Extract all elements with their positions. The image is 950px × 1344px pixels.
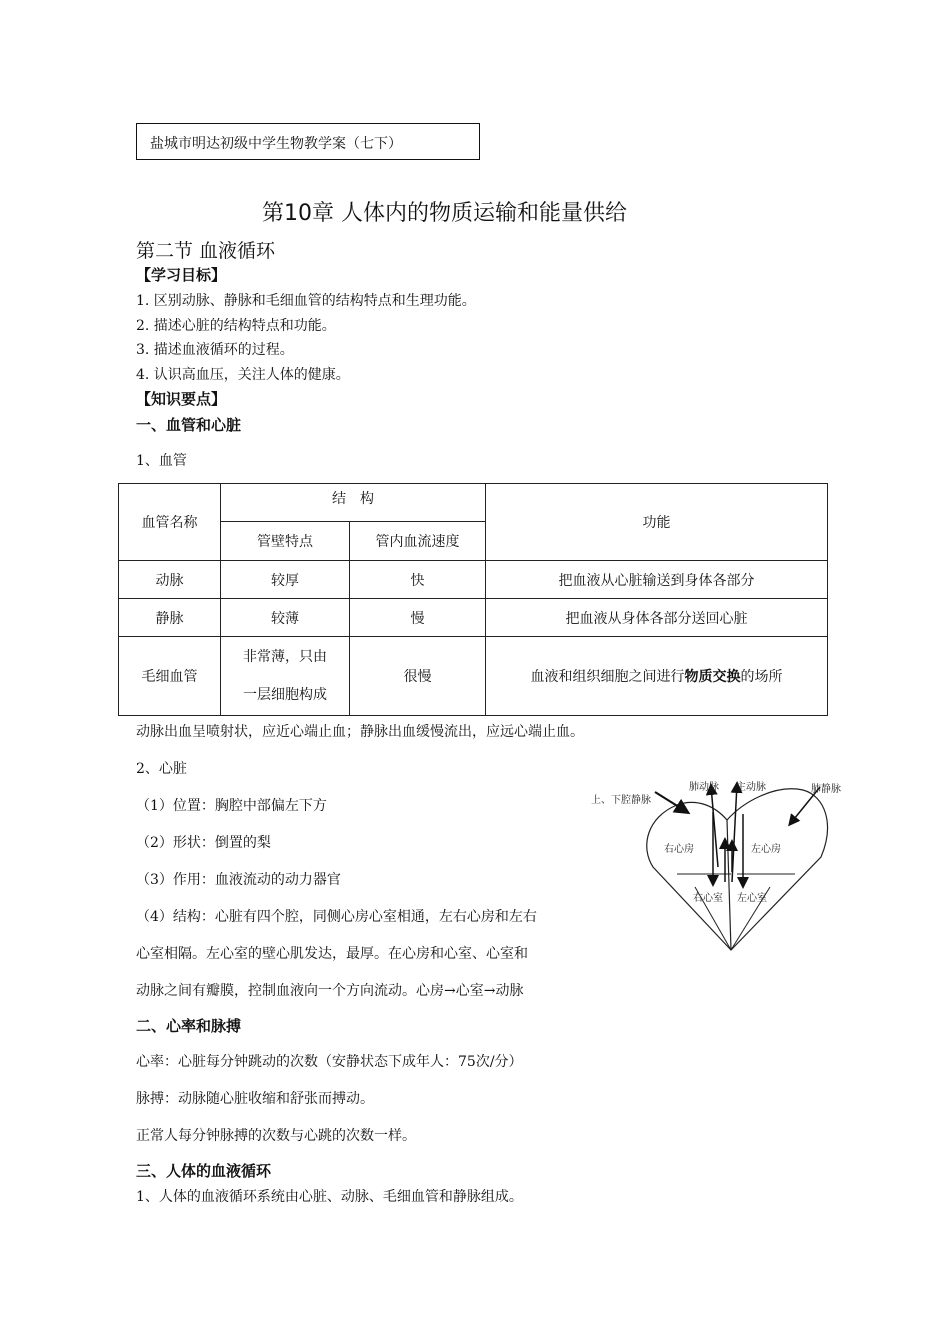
part1-heading: 一、血管和心脏 — [136, 416, 242, 434]
capillary-function-post: 的场所 — [740, 669, 783, 685]
heart-item: （2）形状：倒置的梨 — [136, 835, 271, 851]
heart-label: 2、心脏 — [136, 761, 187, 777]
part3-line: 1、人体的血液循环系统由心脏、动脉、毛细血管和静脉组成。 — [136, 1189, 523, 1205]
structure-line: 心室相隔。左心室的壁心肌发达，最厚。在心房和心室、心室和 — [136, 946, 528, 962]
part2-line: 脉搏：动脉随心脏收缩和舒张而搏动。 — [136, 1091, 374, 1107]
label-pulmonary-vein: 肺静脉 — [811, 784, 841, 795]
table-cell: 动脉 — [119, 561, 221, 599]
objective-item: 2. 描述心脏的结构特点和功能。 — [136, 318, 336, 334]
structure-line: （4）结构：心脏有四个腔，同侧心房心室相通，左右心房和左右 — [136, 909, 537, 925]
table-cell: 静脉 — [119, 599, 221, 637]
table-header-speed: 管内血流速度 — [350, 522, 486, 561]
section-title: 第二节 血液循环 — [136, 240, 276, 262]
table-cell: 较厚 — [221, 561, 350, 599]
table-cell — [221, 637, 350, 716]
part3-heading: 三、人体的血液循环 — [136, 1162, 272, 1180]
label-left-ventricle: 左心室 — [737, 893, 767, 904]
objective-item: 4. 认识高血压，关注人体的健康。 — [136, 367, 350, 383]
part2-line: 正常人每分钟脉搏的次数与心跳的次数一样。 — [136, 1128, 416, 1144]
table-cell: 较薄 — [221, 599, 350, 637]
label-right-ventricle: 右心室 — [693, 893, 723, 904]
table-row — [119, 637, 828, 716]
heart-diagram — [585, 772, 850, 957]
objective-item: 3. 描述血液循环的过程。 — [136, 342, 294, 358]
header-text: 盐城市明达初级中学生物教学案（七下） — [150, 136, 402, 152]
structure-line: 动脉之间有瓣膜，控制血液向一个方向流动。心房→心室→动脉 — [136, 983, 524, 999]
label-left-atrium: 左心房 — [751, 844, 781, 855]
table-cell: 把血液从身体各部分送回心脏 — [486, 599, 828, 637]
vessel-table — [118, 483, 828, 716]
label-vena-cava: 上、下腔静脉 — [591, 795, 651, 806]
table-header-structure: 结 构 — [221, 484, 486, 522]
capillary-function-pre: 血液和组织细胞之间进行 — [530, 669, 685, 685]
table-cell — [486, 637, 828, 716]
header-box — [136, 123, 480, 160]
table-row — [119, 599, 828, 637]
heart-outline — [647, 789, 828, 950]
table-header-function: 功能 — [486, 484, 828, 561]
label-pulmonary-artery: 肺动脉 — [689, 782, 719, 793]
objectives-heading: 【学习目标】 — [136, 266, 227, 284]
table-cell: 慢 — [350, 599, 486, 637]
objective-item: 1. 区别动脉、静脉和毛细血管的结构特点和生理功能。 — [136, 293, 476, 309]
capillary-wall-line: 一层细胞构成 — [243, 687, 327, 703]
bleeding-note: 动脉出血呈喷射状，应近心端止血；静脉出血缓慢流出，应远心端止血。 — [136, 724, 584, 740]
capillary-wall-line: 非常薄，只由 — [243, 649, 327, 665]
vessels-label: 1、血管 — [136, 453, 187, 469]
table-cell: 毛细血管 — [119, 637, 221, 716]
table-cell: 把血液从心脏输送到身体各部分 — [486, 561, 828, 599]
chapter-title: 第10章 人体内的物质运输和能量供给 — [262, 201, 627, 226]
table-cell: 快 — [350, 561, 486, 599]
key-points-heading: 【知识要点】 — [136, 390, 227, 408]
table-header-name: 血管名称 — [119, 484, 221, 561]
table-row — [119, 561, 828, 599]
capillary-function-bold: 物质交换 — [684, 669, 741, 685]
table-header-wall: 管壁特点 — [221, 522, 350, 561]
heart-item: （1）位置：胸腔中部偏左下方 — [136, 798, 327, 814]
label-aorta: 主动脉 — [736, 782, 766, 793]
part2-heading: 二、心率和脉搏 — [136, 1017, 242, 1035]
part2-line: 心率：心脏每分钟跳动的次数（安静状态下成年人：75次/分） — [136, 1054, 523, 1070]
label-right-atrium: 右心房 — [664, 844, 694, 855]
table-cell: 很慢 — [350, 637, 486, 716]
heart-item: （3）作用：血液流动的动力器官 — [136, 872, 341, 888]
